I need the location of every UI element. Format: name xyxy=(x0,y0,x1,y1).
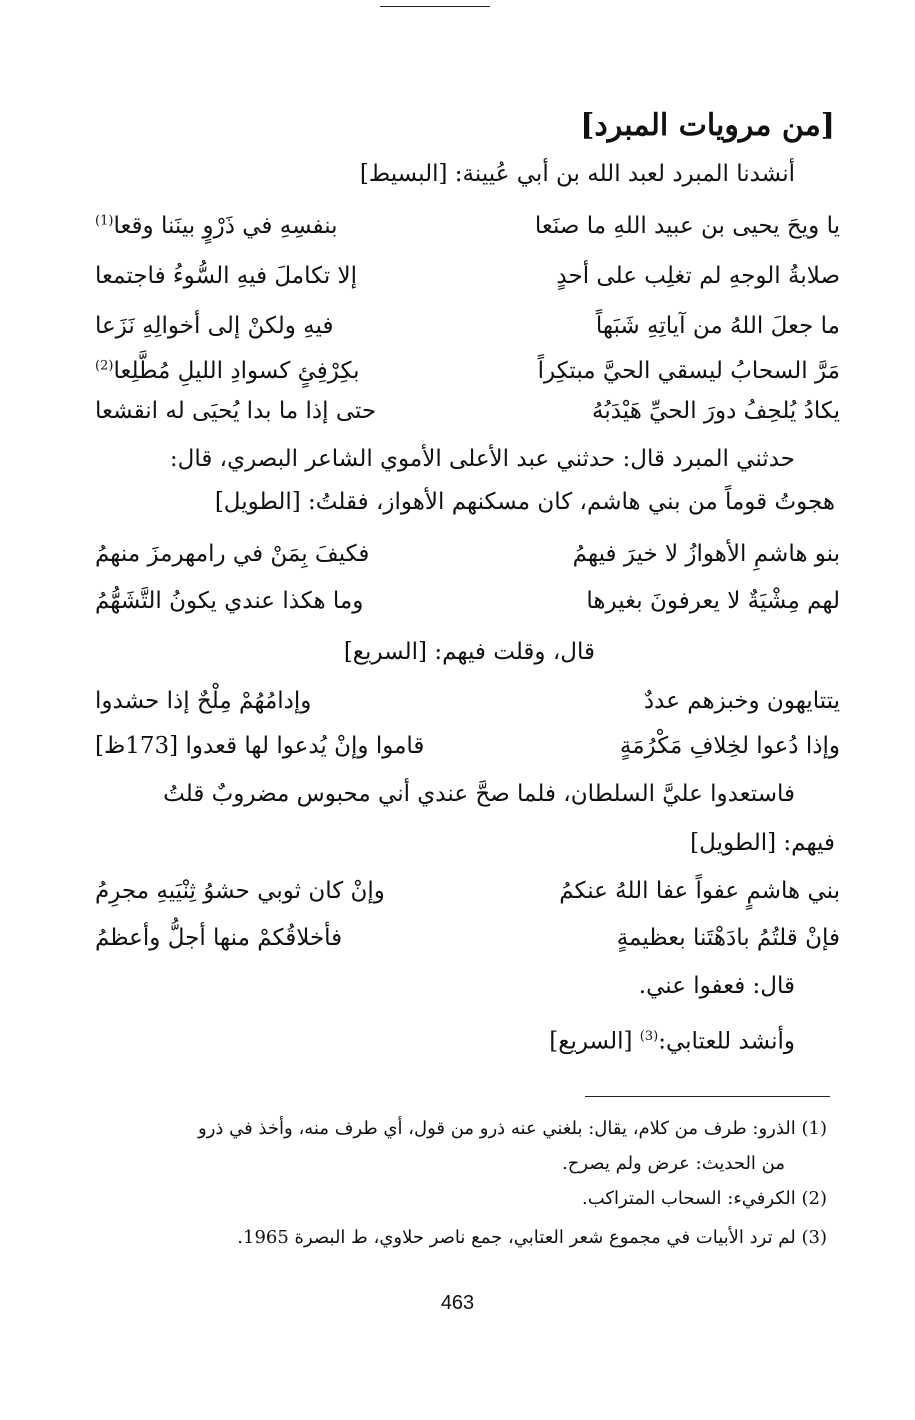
verse-second-hemistich: حتى إذا ما بدا يُحيَى له انقشعا xyxy=(95,398,377,424)
top-rule xyxy=(380,6,490,7)
verse-line xyxy=(95,588,840,622)
footnote-1: (1) الذرو: طرف من كلام، يقال: بلغني عنه ذرو من قول، أي طرف منه، وأخذ في ذرو xyxy=(198,1118,827,1139)
prose-line: قال: فعفوا عني. xyxy=(638,973,795,999)
verse-line xyxy=(95,688,840,722)
footnote-marker: (3) xyxy=(639,1029,659,1044)
prose-line: هجوتُ قوماً من بني هاشم، كان مسكنهم الأهواز، فقلتُ: [الطويل] xyxy=(214,489,835,515)
verse-line xyxy=(95,213,840,247)
verse-line xyxy=(95,313,840,347)
verse-second-hemistich: فكيفَ بِمَنْ في رامهرمزَ منهمُ xyxy=(95,541,370,567)
verse-first-hemistich: وإذا دُعوا لخِلافِ مَكْرُمَةٍ xyxy=(619,733,840,759)
prose-line: فاستعدوا عليَّ السلطان، فلما صحَّ عندي أني محبوس مضروبٌ قلتُ xyxy=(163,781,795,807)
verse-first-hemistich: فإنْ قلتُمُ بادَهْتَنا بعظيمةٍ xyxy=(616,925,840,951)
verse-first-hemistich: بني هاشمٍ عفواً عفا اللهُ عنكمُ xyxy=(559,878,840,904)
verse-line xyxy=(95,733,840,767)
verse-first-hemistich: يكادُ يُلحِفُ دورَ الحيِّ هَيْدَبُهُ xyxy=(591,398,840,424)
verse-first-hemistich: يا ويحَ يحيى بن عبيد اللهِ ما صنَعا xyxy=(534,213,840,239)
prose-line: قال، وقلت فيهم: [السريع] xyxy=(343,639,595,665)
verse-second-hemistich: وإنْ كان ثوبي حشوُ ثِنْيَيهِ مجرِمُ xyxy=(95,878,385,904)
verse-second-hemistich: إلا تكاملَ فيهِ السُّوءُ فاجتمعا xyxy=(95,263,358,289)
prose-line: حدثني المبرد قال: حدثني عبد الأعلى الأموي الشاعر البصري، قال: xyxy=(169,446,795,472)
verse-line xyxy=(95,541,840,575)
verse-line xyxy=(95,925,840,959)
verse-line xyxy=(95,878,840,912)
footnote-3: (3) لم ترد الأبيات في مجموع شعر العتابي، جمع ناصر حلاوي، ط البصرة 1965. xyxy=(237,1227,827,1248)
verse-second-hemistich: وما هكذا عندي يكونُ التَّشَهُّمُ xyxy=(95,588,364,614)
verse-first-hemistich: يتتايهون وخبزهم عددٌ xyxy=(643,688,840,714)
verse-line xyxy=(95,398,840,432)
verse-second-hemistich: بنفسِهِ في ذَرْوٍ بينَنا وقعا$^{(1)}$ xyxy=(95,213,338,239)
footnote-marker: (2) xyxy=(95,358,114,374)
verse-first-hemistich: ما جعلَ اللهُ من آياتِهِ شَبَهاً xyxy=(595,313,840,339)
verse-second-hemistich: وإدامُهُمْ مِلْحٌ إذا حشدوا xyxy=(95,688,312,714)
verse-first-hemistich: مَرَّ السحابُ ليسقي الحيَّ مبتكِراً xyxy=(537,358,840,384)
section-title: [من مرويات المبرد] xyxy=(580,108,835,143)
footnote-2: (2) الكرفيء: السحاب المتراكب. xyxy=(582,1188,827,1209)
intro-line: أنشدنا المبرد لعبد الله بن أبي عُيينة: [البسيط] xyxy=(359,161,795,187)
verse-first-hemistich: بنو هاشمِ الأهوازُ لا خيرَ فيهمُ xyxy=(572,541,840,567)
verse-second-hemistich: بكِرْفِئٍ كسوادِ الليلِ مُطَّلِعا$^{(2)}$ xyxy=(95,358,360,384)
verse-first-hemistich: لهم مِشْيَةٌ لا يعرفونَ بغيرها xyxy=(586,588,840,614)
page-number: 463 xyxy=(440,1292,475,1314)
verse-second-hemistich: قاموا وإنْ يُدعوا لها قعدوا [173ظ] xyxy=(95,733,425,759)
verse-line xyxy=(95,358,840,392)
verse-second-hemistich: فيهِ ولكنْ إلى أخوالِهِ نَزَعا xyxy=(95,313,334,339)
verse-line xyxy=(95,263,840,297)
verse-second-hemistich: فأخلاقُكمْ منها أجلُّ وأعظمُ xyxy=(95,925,343,951)
footnote-1-continued: من الحديث: عرض ولم يصرح. xyxy=(561,1153,785,1174)
prose-line: وأنشد للعتابي:$^{(3)}$ [السريع] xyxy=(549,1028,795,1055)
footnote-marker: (1) xyxy=(95,213,114,229)
footnote-rule xyxy=(585,1096,830,1097)
prose-line: فيهم: [الطويل] xyxy=(690,830,835,856)
verse-first-hemistich: صلابةُ الوجهِ لم تغلِب على أحدٍ xyxy=(556,263,840,289)
